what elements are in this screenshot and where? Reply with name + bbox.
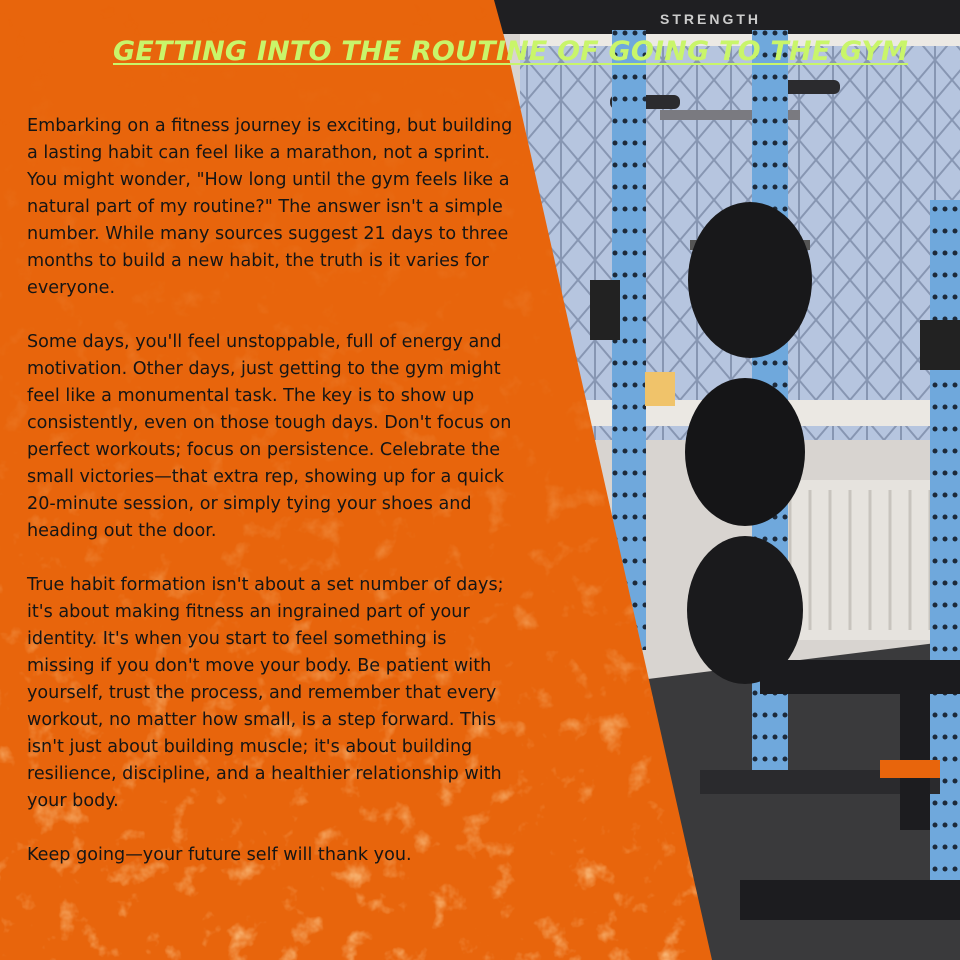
page-title: GETTING INTO THE ROUTINE OF GOING TO THE GYM bbox=[113, 36, 909, 67]
paragraph-3: True habit formation isn't about a set number of days; it's about making fitness an ingrained part of your identity. It's when you start to feel something is missing if you don't move your body. Be patient with yourself, trust the process, and remember that every workout, no matter how small, is a step forward. This isn't just about building muscle; it's about building resilience, discipline, and a healthier relationship with your body. bbox=[27, 575, 504, 811]
article-body bbox=[27, 113, 517, 896]
rack-label: STRENGTH bbox=[660, 11, 761, 27]
paragraph-1: Embarking on a fitness journey is exciting, but building a lasting habit can feel like a marathon, not a sprint. You might wonder, "How long until the gym feels like a natural part of my routine?" The answer isn't a simple number. While many sources suggest 21 days to three months to build a new habit, the truth is it varies for everyone. bbox=[27, 116, 513, 298]
paragraph-2: Some days, you'll feel unstoppable, full of energy and motivation. Other days, just getting to the gym might feel like a monumental task. The key is to show up consistently, even on those tough days. Don't focus on perfect workouts; focus on persistence. Celebrate the small victories—that extra rep, showing up for a quick 20-minute session, or simply tying your shoes and heading out the door. bbox=[27, 332, 512, 541]
paragraph-4: Keep going—your future self will thank you. bbox=[27, 845, 412, 865]
